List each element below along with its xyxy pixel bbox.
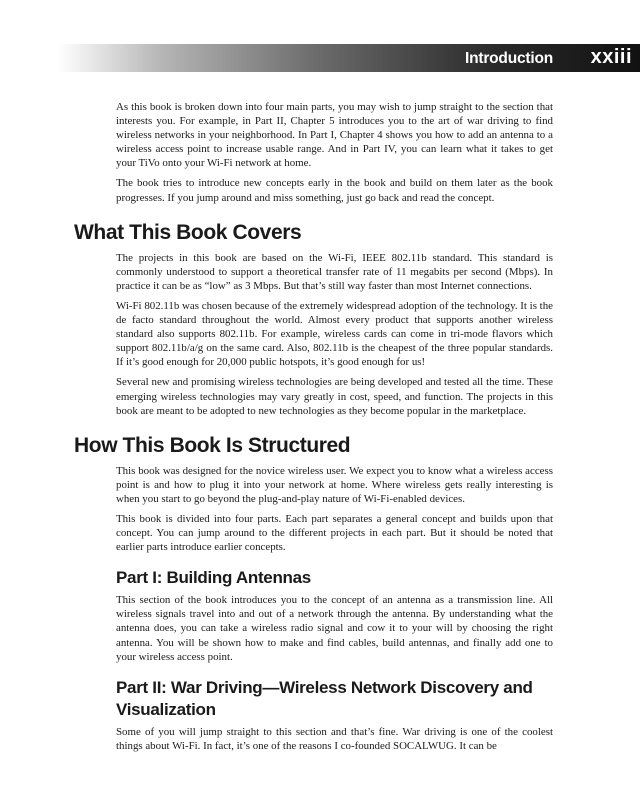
section-heading-covers: What This Book Covers (74, 220, 302, 244)
subsection-heading-part1: Part I: Building Antennas (116, 568, 311, 588)
subsection-heading-part2: Part II: War Driving—Wireless Network Discovery and Visualization (116, 677, 533, 719)
intro-paragraph-2: The book tries to introduce new concepts early in the book and build on them later as the book progresses. If you jump around and miss something, just go back and read the concept. (116, 177, 553, 204)
structure-paragraph-2: This book is divided into four parts. Each part separates a general concept and builds upon that concept. You can jump around to the different projects in each part. But it should be noted that earlier parts introduce earlier concepts. (116, 512, 553, 554)
part2-paragraph: Some of you will jump straight to this section and that’s fine. War driving is one of the coolest things about Wi-Fi. In fact, it’s one of the reasons I co-founded SOCALWUG. It can be (116, 725, 553, 752)
part1-paragraph: This section of the book introduces you to the concept of an antenna as a transmission line. All wireless signals travel into and out of a network through the antenna. By understanding what the antenna does, you can take a wireless radio signal and cow it to your will by choosing the right antenna. You will be shown how to make and find cables, build antennas, and finally add one to your wireless access point. (116, 594, 553, 663)
covers-paragraph-3: Several new and promising wireless technologies are being developed and tested all the time. These emerging wireless technologies may vary greatly in cost, speed, and function. The projects in this book are meant to be adopted to new technologies as they become popular in the marketplace. (116, 376, 553, 417)
intro-paragraph-1: As this book is broken down into four main parts, you may wish to jump straight to the section that interests you. For example, in Part II, Chapter 5 introduces you to the art of war driving to find wireless networks in your neighborhood. In Part I, Chapter 4 shows you how to add an antenna to a wireless access point to increase usable range. And in Part IV, you can learn what it takes to get your TiVo onto your Wi-Fi network at home. (116, 101, 553, 170)
section-heading-structure: How This Book Is Structured (74, 433, 351, 457)
running-header-title: Introduction (465, 50, 553, 67)
page-number: xxiii (590, 46, 632, 68)
covers-paragraph-1: The projects in this book are based on the Wi-Fi, IEEE 802.11b standard. This standard is commonly understood to support a theoretical transfer rate of 11 megabits per second (Mbps). In practice it can be as “low” as 3 Mbps. But that’s still way faster than most Internet connections. (116, 251, 553, 292)
page-body (0, 100, 640, 759)
covers-paragraph-2: Wi-Fi 802.11b was chosen because of the extremely widespread adoption of the technology. It is the de facto standard throughout the world. Almost every product that supports another wireless standard also supports 802.11b. For example, wireless cards can come in tri-mode flavors which support 802.11b/a/g on the same card. Also, 802.11b is the cheapest of the three popular standards. If it’s good enough for 20,000 public hotspots, it’s good enough for us! (116, 299, 553, 369)
structure-paragraph-1: This book was designed for the novice wireless user. We expect you to know what a wireless access point is and how to plug it into your network at home. Where wireless gets really interesting is when you start to go beyond the plug-and-play nature of Wi-Fi-enabled devices. (116, 464, 553, 505)
